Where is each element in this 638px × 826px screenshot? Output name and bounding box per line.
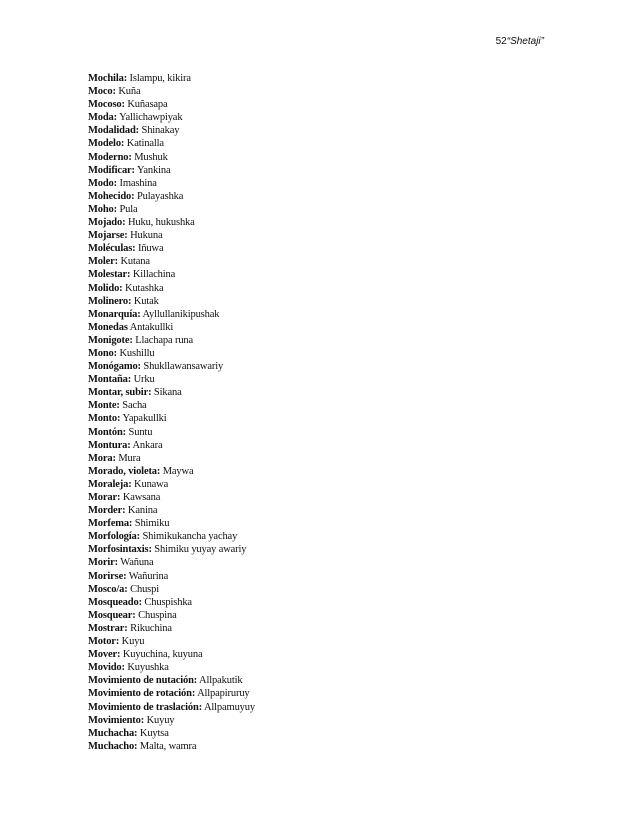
glossary-entry — [88, 661, 528, 674]
entry-translation: Kushillu — [119, 347, 155, 359]
entry-term: Monedas — [88, 321, 128, 333]
entry-translation: Mura — [118, 452, 141, 464]
glossary-entry — [88, 177, 528, 190]
entry-translation: Yankina — [137, 164, 171, 176]
glossary-entry — [88, 321, 528, 334]
glossary-entry — [88, 164, 528, 177]
glossary-entry — [88, 255, 528, 268]
glossary-entry — [88, 648, 528, 661]
entry-term: Monarquía: — [88, 308, 141, 320]
entry-term: Moderno: — [88, 151, 132, 163]
glossary-entry — [88, 229, 528, 242]
entry-term: Moco: — [88, 86, 116, 98]
glossary-entry — [88, 674, 528, 687]
glossary-entry — [88, 465, 528, 478]
entry-translation: Kawsana — [122, 492, 161, 503]
glossary-entry — [88, 504, 528, 517]
entry-term: Mono: — [88, 347, 117, 359]
entry-translation: Kuyuchina, kuyuna — [122, 649, 203, 661]
entry-translation: Sacha — [122, 400, 147, 412]
entry-term: Monte: — [88, 400, 120, 412]
glossary-entry — [88, 596, 528, 609]
glossary-entry — [88, 85, 528, 98]
entry-translation: Imashina — [119, 177, 157, 189]
entry-term: Movimiento: — [88, 714, 145, 726]
glossary-entry — [88, 740, 528, 753]
entry-translation: Yapakullki — [122, 413, 167, 425]
entry-term: Montar, subir: — [88, 387, 152, 399]
entry-translation: Chuspina — [138, 609, 177, 621]
glossary-entry — [88, 452, 528, 465]
entry-translation: Yallichawpiyak — [119, 112, 183, 124]
entry-term: Muchacho: — [88, 740, 138, 752]
entry-translation: Kuña — [118, 86, 141, 98]
entry-translation: Wañurina — [128, 570, 169, 582]
entry-term: Mosquear: — [88, 609, 136, 621]
glossary-entry — [88, 530, 528, 543]
entry-term: Morfosintaxis: — [88, 544, 152, 556]
glossary-entry — [88, 308, 528, 321]
entry-term: Moho: — [88, 203, 117, 215]
entry-term: Monógamo: — [88, 361, 141, 373]
entry-translation: Shimiku — [134, 518, 170, 530]
entry-term: Mojado: — [88, 217, 126, 229]
glossary-entry — [88, 701, 528, 714]
entry-translation: Ankara — [132, 439, 163, 451]
entry-term: Monigote: — [88, 334, 133, 346]
page-title: “Shetaji” — [506, 36, 544, 47]
glossary-entry — [88, 426, 528, 439]
glossary-entry — [88, 347, 528, 360]
entry-translation: Hukuna — [130, 230, 163, 242]
entry-term: Morir: — [88, 557, 118, 569]
entry-term: Moler: — [88, 256, 118, 268]
entry-translation: Kuyushka — [127, 662, 169, 674]
glossary-entry — [88, 439, 528, 452]
glossary-entry — [88, 517, 528, 530]
entry-translation: Ayllullanikipushak — [142, 308, 220, 320]
glossary-entry — [88, 282, 528, 295]
glossary-entry — [88, 111, 528, 124]
glossary-entry — [88, 268, 528, 281]
entry-translation: Allpamuyuy — [203, 701, 255, 713]
entry-translation: Rikuchina — [130, 622, 172, 634]
glossary-entry — [88, 203, 528, 216]
entry-translation: Pulayashka — [136, 190, 184, 202]
entry-term: Molestar: — [88, 269, 131, 281]
entry-term: Motor: — [88, 636, 120, 648]
entry-term: Moraleja: — [88, 478, 132, 490]
glossary-entry — [88, 622, 528, 635]
glossary-entry — [88, 635, 528, 648]
entry-translation: Maywa — [162, 465, 194, 477]
entry-term: Molido: — [88, 282, 123, 294]
entry-term: Modelo: — [88, 138, 125, 150]
entry-term: Mosco/a: — [88, 583, 128, 595]
glossary-entry — [88, 124, 528, 137]
entry-term: Morado, violeta: — [88, 465, 161, 477]
glossary-entry — [88, 242, 528, 255]
entry-term: Modalidad: — [88, 125, 140, 137]
entry-translation: Kuyuy — [146, 714, 175, 726]
entry-term: Movimiento de rotación: — [88, 688, 196, 700]
entry-term: Morfología: — [88, 531, 140, 543]
glossary-entry — [88, 543, 528, 556]
entry-term: Montaña: — [88, 374, 132, 386]
entry-term: Modo: — [88, 177, 117, 189]
entry-term: Monto: — [88, 413, 121, 425]
entry-term: Moléculas: — [88, 243, 136, 255]
glossary-entry — [88, 399, 528, 412]
entry-translation: Kutashka — [125, 282, 164, 294]
glossary-entry — [88, 478, 528, 491]
glossary-entry — [88, 570, 528, 583]
glossary-entry — [88, 72, 528, 85]
glossary-entry — [88, 295, 528, 308]
entry-translation: Shimikukancha yachay — [142, 531, 238, 543]
entry-term: Mohecido: — [88, 190, 135, 202]
entry-term: Morder: — [88, 505, 126, 517]
glossary-entry — [88, 583, 528, 596]
entry-term: Mora: — [88, 452, 116, 464]
entry-translation: Iñuwa — [137, 243, 164, 255]
entry-term: Mosqueado: — [88, 596, 142, 608]
entry-translation: Killachina — [132, 269, 176, 281]
glossary-entry — [88, 491, 528, 504]
glossary-entry — [88, 556, 528, 569]
entry-translation: Katinalla — [126, 138, 164, 150]
glossary-list — [88, 72, 528, 753]
entry-translation: Pula — [119, 203, 138, 215]
entry-term: Montón: — [88, 426, 127, 438]
entry-term: Montura: — [88, 439, 131, 451]
glossary-entry — [88, 412, 528, 425]
entry-translation: Wañuna — [120, 557, 154, 569]
glossary-entry — [88, 386, 528, 399]
entry-translation: Kuñasapa — [127, 99, 168, 111]
entry-term: Movido: — [88, 662, 125, 674]
glossary-entry — [88, 334, 528, 347]
entry-translation: Suntu — [128, 426, 153, 438]
entry-translation: Mushuk — [134, 151, 168, 163]
entry-translation: Kuytsa — [139, 727, 169, 739]
entry-translation: Kutana — [120, 256, 150, 268]
glossary-entry — [88, 98, 528, 111]
entry-translation: Chuspishka — [144, 596, 192, 608]
entry-term: Mojarse: — [88, 230, 128, 242]
glossary-entry — [88, 360, 528, 373]
entry-term: Mostrar: — [88, 622, 128, 634]
entry-term: Movimiento de nutación: — [88, 675, 198, 687]
page-header — [496, 36, 544, 47]
entry-term: Morirse: — [88, 570, 127, 582]
entry-translation: Malta, wamra — [139, 740, 197, 752]
glossary-entry — [88, 190, 528, 203]
entry-term: Modificar: — [88, 164, 135, 176]
entry-translation: Sikana — [153, 387, 182, 399]
entry-translation: Antakullki — [129, 321, 174, 333]
entry-term: Moda: — [88, 112, 117, 124]
glossary-entry — [88, 373, 528, 386]
entry-term: Mochila: — [88, 73, 128, 84]
entry-term: Mocoso: — [88, 99, 125, 111]
entry-translation: Kuyu — [121, 636, 145, 648]
entry-translation: Shukllawansawariy — [143, 361, 224, 373]
entry-translation: Llachapa runa — [135, 334, 194, 346]
glossary-entry — [88, 216, 528, 229]
entry-term: Molinero: — [88, 295, 132, 307]
entry-translation: Shinakay — [141, 125, 180, 137]
glossary-entry — [88, 137, 528, 150]
entry-term: Movimiento de traslación: — [88, 701, 203, 713]
entry-translation: Kutak — [133, 295, 159, 307]
entry-translation: Urku — [133, 374, 155, 386]
entry-term: Morar: — [88, 492, 121, 503]
glossary-entry — [88, 609, 528, 622]
entry-translation: Shimiku yuyay awariy — [154, 544, 247, 556]
glossary-entry — [88, 151, 528, 164]
entry-translation: Huku, hukushka — [127, 217, 195, 229]
entry-translation: Kunawa — [134, 478, 169, 490]
page-number: 52 — [495, 36, 507, 47]
entry-translation: Kanina — [127, 505, 158, 517]
glossary-entry — [88, 687, 528, 700]
entry-translation: Allpapiruruy — [197, 688, 250, 700]
glossary-entry — [88, 714, 528, 727]
entry-translation: Chuspi — [130, 583, 159, 595]
glossary-entry — [88, 727, 528, 740]
entry-term: Muchacha: — [88, 727, 138, 739]
entry-term: Morfema: — [88, 518, 133, 530]
entry-translation: Allpakutik — [199, 675, 243, 687]
entry-term: Mover: — [88, 649, 121, 661]
entry-translation: Islampu, kikira — [129, 73, 191, 84]
